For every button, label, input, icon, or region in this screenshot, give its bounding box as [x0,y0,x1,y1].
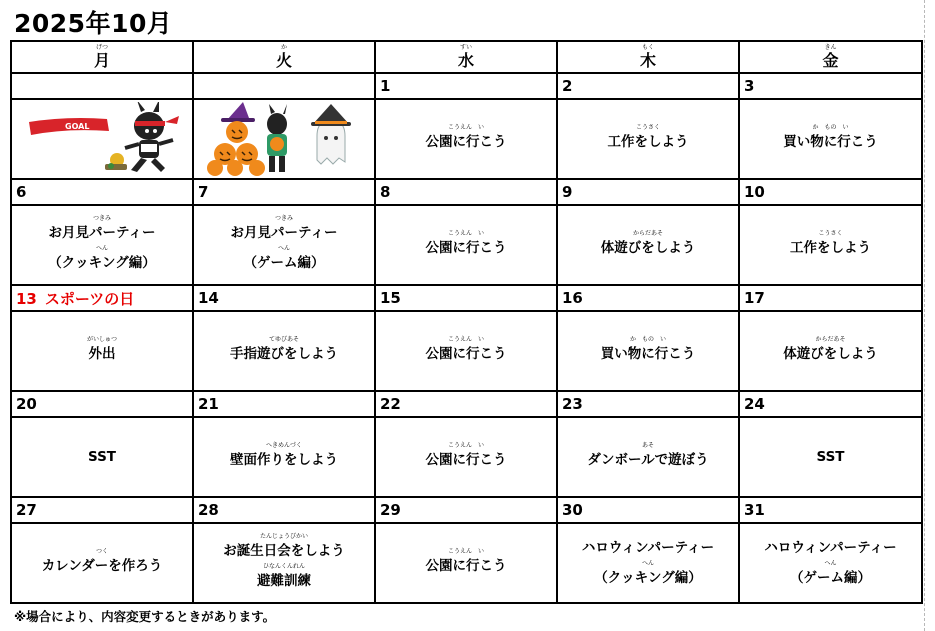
day-number: 17 [739,285,922,311]
activity-text: 手指遊びをしよう [230,346,338,362]
ruby-text: へん [277,245,290,252]
activity-text: 買い物に行こう [783,134,878,150]
day-number: 9 [557,179,739,205]
activity-cell [193,417,375,497]
day-number: 21 [193,391,375,417]
activity-cell [11,311,193,391]
halloween-illustration [193,99,375,179]
day-number: 28 [193,497,375,523]
weekday-thu: もく 木 [557,41,739,73]
empty-date-cell [11,73,193,99]
activity-cell [739,417,922,497]
day-number: 16 [557,285,739,311]
activity-cell [375,417,557,497]
ruby-text: こうえん い [447,124,484,131]
week-1-activity-row [11,99,922,179]
pumpkin-ghost-icon [199,102,369,176]
activity-text: 公園に行こう [425,134,507,150]
day-number: 10 [739,179,922,205]
activity-text: カレンダーを作ろう [41,558,163,574]
day-number: 29 [375,497,557,523]
day-number: 24 [739,391,922,417]
ruby-text: つきみ [92,215,111,222]
activity-cell [375,205,557,285]
week-4-activity-row [11,417,922,497]
activity-cell [11,205,193,285]
ruby-text: こうえん い [447,548,484,555]
goal-runner-illustration [11,99,193,179]
activity-text: ハロウィンパーティー [581,539,715,556]
activity-text: 公園に行こう [425,346,507,362]
activity-cell [557,99,739,179]
weekday-header-row [11,41,922,73]
ruby-text: へん [641,559,654,567]
day-number: 23 [557,391,739,417]
activity-text: （ゲーム編） [790,569,871,586]
week-5-activity-row [11,523,922,603]
page-edge-dashed-line [924,0,925,631]
weekday-wed: すい 水 [375,41,557,73]
week-3-activity-row [11,311,922,391]
activity-text: （クッキング編） [594,569,702,586]
ruby-text: つきみ [274,215,293,222]
day-number: 2 [557,73,739,99]
ruby-text: へきめんづく [266,442,302,449]
day-number: 8 [375,179,557,205]
activity-text: 外出 [88,346,116,362]
week-1-date-row [11,73,922,99]
activity-cell [557,523,739,603]
activity-cell [739,311,922,391]
week-2-activity-row [11,205,922,285]
activity-cell [739,523,922,603]
calendar-table [10,40,923,604]
activity-text: 公園に行こう [425,558,507,574]
ruby-text: か もの い [629,336,666,343]
day-number: 22 [375,391,557,417]
ruby-text: つく [95,548,108,555]
day-number: 31 [739,497,922,523]
ruby-text: か もの い [812,124,849,131]
day-number: 20 [11,391,193,417]
weekday-mon: げつ 月 [11,41,193,73]
ruby-text: こうえん い [447,336,484,343]
activity-text: お月見パーティー [48,225,156,241]
activity-text: 壁面作りをしよう [230,452,338,468]
holiday-name: スポーツの日 [44,289,135,308]
activity-text: ハロウィンパーティー [764,539,897,556]
activity-cell [193,523,375,603]
ruby-text: へん [824,559,837,567]
activity-cell [739,205,922,285]
ruby-text: てゆびあそ [268,336,299,343]
ruby-text: こうさく [635,124,660,131]
activity-text: （ゲーム編） [243,255,325,271]
activity-cell [11,417,193,497]
activity-text: 買い物に行こう [600,346,696,362]
activity-cell [557,205,739,285]
activity-text: SST [87,448,117,465]
day-number: 30 [557,497,739,523]
day-number: 3 [739,73,922,99]
ruby-text: がいしゅつ [86,336,117,343]
ruby-text: たんじょうびかい [259,533,308,540]
week-5-date-row [11,497,922,523]
week-2-date-row [11,179,922,205]
footnote: ※場合により、内容変更するときがあります。 [14,609,276,624]
activity-cell [375,99,557,179]
activity-text: 避難訓練 [257,573,311,589]
day-number-holiday [11,285,193,311]
activity-text: （クッキング編） [48,255,156,271]
ruby-text: ひなんくんれん [262,563,305,570]
ruby-text: からだあそ [815,336,846,343]
activity-cell [193,311,375,391]
activity-text: 工作をしよう [790,240,871,256]
activity-cell [375,523,557,603]
day-number: 15 [375,285,557,311]
activity-cell [375,311,557,391]
page-title: 2025年10月 [14,9,173,38]
ruby-text: あそ [641,442,654,449]
week-4-date-row [11,391,922,417]
activity-cell [557,417,739,497]
day-number: 14 [193,285,375,311]
weekday-fri: きん 金 [739,41,922,73]
activity-text: 公園に行こう [425,452,507,468]
empty-date-cell [193,73,375,99]
activity-text: SST [816,448,845,465]
ruby-text: こうえん い [447,442,484,449]
goal-runner-icon [17,102,187,176]
ruby-text: からだあそ [632,230,663,237]
week-3-date-row [11,285,922,311]
activity-text: 体遊びをしよう [600,240,696,256]
day-number: 27 [11,497,193,523]
svg-text:GOAL: GOAL [65,122,90,131]
weekday-tue: か 火 [193,41,375,73]
day-number: 1 [375,73,557,99]
day-number: 6 [11,179,193,205]
activity-text: お誕生日会をしよう [223,543,345,559]
ruby-text: こうえん い [447,230,484,237]
day-number: 13 [16,289,37,308]
activity-cell [193,205,375,285]
activity-text: 公園に行こう [425,240,507,256]
activity-text: 工作をしよう [607,134,689,150]
day-number: 7 [193,179,375,205]
activity-text: お月見パーティー [230,225,338,241]
activity-text: ダンボールで遊ぼう [587,452,709,468]
activity-cell [557,311,739,391]
ruby-text: へん [95,245,108,252]
activity-text: 体遊びをしよう [783,346,878,362]
activity-cell [11,523,193,603]
ruby-text: こうさく [818,230,843,237]
activity-cell [739,99,922,179]
